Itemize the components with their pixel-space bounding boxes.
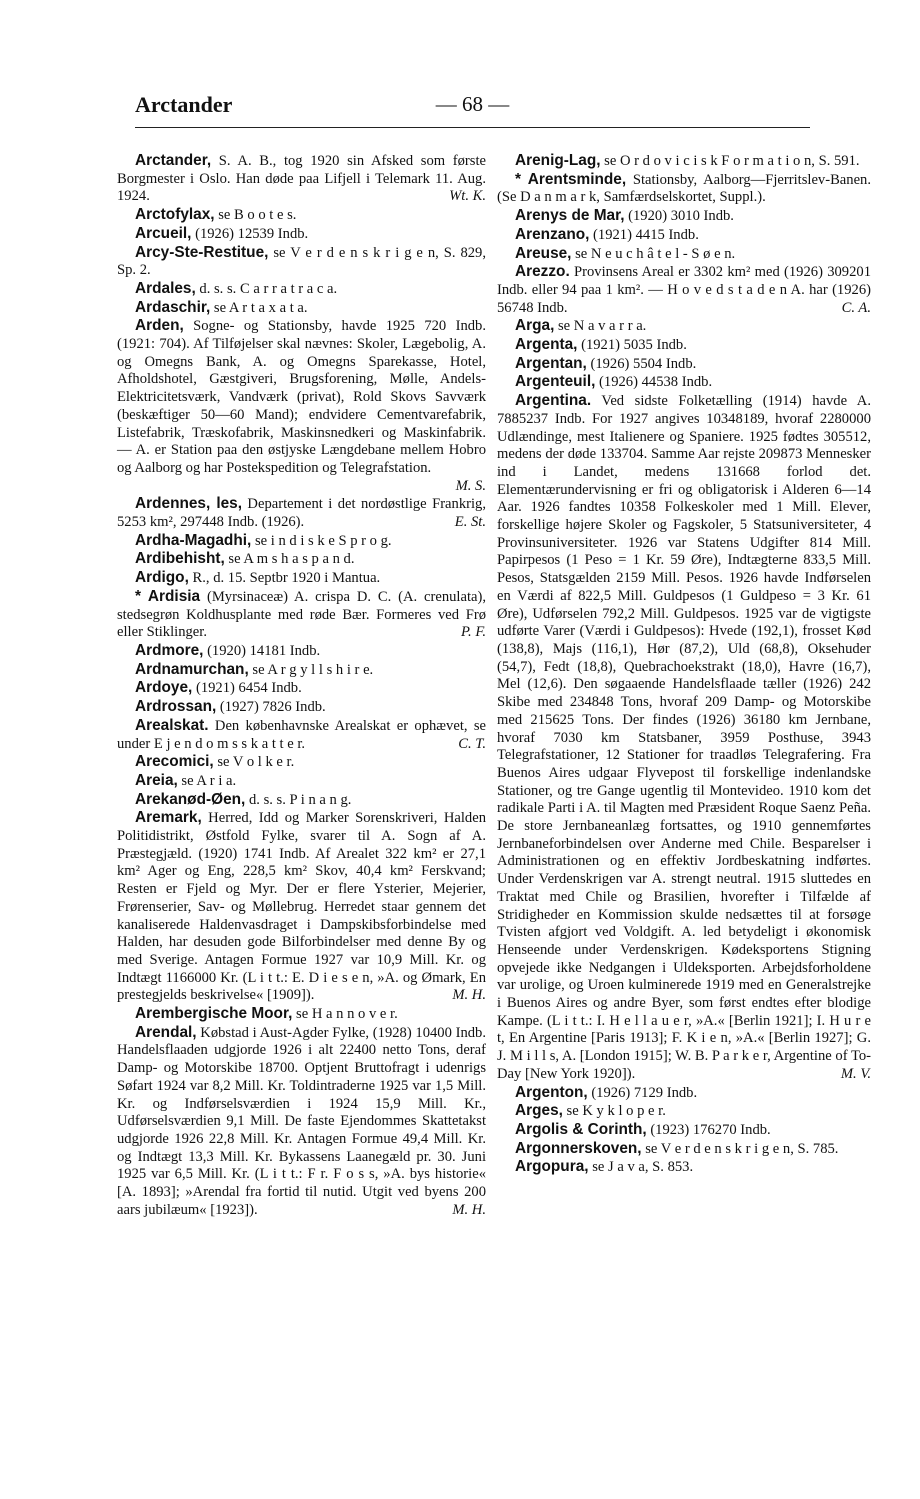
dictionary-entry: [117, 244, 486, 280]
dictionary-entry: [497, 392, 871, 1083]
entry-headword: Arctander,: [135, 152, 212, 169]
running-head: [135, 92, 810, 126]
entry-signature: C. A.: [841, 299, 871, 316]
entry-text: se i n d i s k e S p r o g.: [251, 532, 392, 549]
entry-headword: Arenzano,: [515, 225, 590, 243]
entry-text: se V e r d e n s k r i g e n, S. 829, Sp. 2.: [117, 244, 486, 279]
entry-headword: Arecomici,: [135, 753, 214, 771]
entry-headword: Ardnamurchan,: [135, 660, 249, 678]
entry-text: Ved sidste Folketælling (1914) havde A. 7885237 Indb. For 1927 angives 10348189, hvoraf 2280000 Udlændinge, mest Italienere og Spaniere. 1925 fødtes 305512, medens der døde 133704. Samme Aar rejste 209873 Mennesker ind i Landet, medens 131668 forlod det. Elementærundervisning er fri og obligatorisk i Alderen 6—14 Aar. 1926 fandtes 10358 Folkeskoler med 1 Mill. Elever, forskellige højere Skoler og Fagskoler, 5 Statsuniversiteter, 4 Provinsuniversiteter. 1926 var Statens Udgifter 814 Mill. Papirpesos (1 Peso = 1 Kr. 59 Øre), Indtægterne 833,5 Mill. Pesos, Statsgælden 2159 Mill. Pesos. 1926 havde Indførselen en Værdi af 822,5 Mill. Guldpesos (1 Guldpeso = 3 Kr. 61 Øre), Udførselen 792,2 Mill. Guldpesos. 1925 var de vigtigste udførte Varer (Værdi i Guldpesos): Hvede (192,1), frosset Kød (138,8), Majs (116,1), Hør (87,2), Uld (68,8), Oksehuder (54,7), Fedt (18,8), Quebrachoekstrakt (18,0), Havre (16,7), Mel (12,6). Den søgaaende Handelsflaade tæller (1926) 242 Skibe med 234848 Tons, hvoraf 209 Damp- og Motorskibe med 215625 Tons. Der findes (1926) 36180 km Jernbane, hvoraf 7030 km Statsbaner, 3959 Posthuse, 3943 Telegrafstationer, 12 Stationer for traadløs Telegrafering. Fra Buenos Aires udgaar Flyvepost til forskellige indenlandske Stationer, og tre Gange ugentlig til Montevideo. 1910 kom det radikale Parti i A. til Magten med Præsident Roque Saenz Peña. De store Jernbaneanlæg fortsattes, og 1910 gennemførtes Jernbaneforbindelsen over Anderne med Chile. Besparelser i Administrationen og en effektiv Jordbeskatning indførtes. Under Verdenskrigen var A. strengt neutral. 1915 sluttedes en Traktat med Chile og Brasilien, hvorefter i Tilfælde af Stridigheder en Kommission skulde nedsættes til at forsøge Tvisten afgjort ved Voldgift. A. led betydeligt i økonomisk Henseende under Verdenskrigen. Kødeksportens Stigning opvejede ikke Nedgangen i Uldeksporten. Arbejdsforholdene var urolige, og Uroen kulminerede 1919 med en Generalstrejke i Buenos Aires og andre Byer, som først endtes efter blodige Kampe. (L i t t.: I. H e l l a u e r, »A.« [Berlin 1921]; I. H u r e t, En Argentine [Paris 1913]; F. K i e n, »A.« [Berlin 1927]; G. J. M i l l s, A. [London 1915]; W. B. P a r k e r, Argentine of To-Day [New York 1920]).: [497, 393, 871, 1082]
entry-text: se A r g y l l s h i r e.: [248, 661, 374, 678]
entry-text: d. s. s. P i n a n g.: [245, 791, 352, 808]
entry-headword: Arezzo.: [515, 263, 570, 281]
dictionary-entry: [497, 1140, 871, 1159]
entry-text: (Myrsinaceæ) A. crispa D. C. (A. crenulata), stedsegrøn Koldhusplante med røde Bær. Formeres ved Frø eller Stiklinger.: [117, 588, 486, 641]
entry-signature: Wt. K.: [449, 188, 486, 205]
entry-headword: Argenta,: [515, 336, 578, 354]
entry-text: se V o l k e r.: [213, 754, 295, 771]
dictionary-entry: [497, 207, 871, 226]
entry-headword: Argenteuil,: [515, 373, 596, 391]
dictionary-entry: [497, 263, 871, 317]
entry-signature: M. H.: [452, 987, 486, 1004]
entry-text: (1926) 7129 Indb.: [587, 1084, 698, 1101]
entry-text: R., d. 15. Septbr 1920 i Mantua.: [188, 570, 381, 587]
entry-headword: Argopura,: [515, 1158, 589, 1176]
entry-headword: Ardibehisht,: [135, 550, 225, 568]
entry-text: se H a n n o v e r.: [292, 1006, 398, 1023]
entry-headword: Arcy-Ste-Restitue,: [135, 243, 269, 261]
dictionary-entry: [497, 1158, 871, 1177]
entry-headword: Arden,: [135, 317, 184, 335]
dictionary-entry: [497, 317, 871, 336]
entry-text: d. s. s. C a r r a t r a c a.: [195, 280, 338, 297]
entry-headword: Arctofylax,: [135, 206, 215, 224]
dictionary-entry: [117, 679, 486, 698]
entry-text: (1926) 5504 Indb.: [586, 355, 697, 372]
entry-headword: Ardoye,: [135, 679, 193, 697]
dictionary-entry: [117, 495, 486, 531]
entry-headword: Arges,: [515, 1102, 563, 1120]
dictionary-entry: [497, 355, 871, 374]
entry-headword: Ardennes, les,: [135, 495, 242, 513]
entry-text: Købstad i Aust-Agder Fylke, (1928) 10400 Indb. Handelsflaaden udgjorde 1926 i alt 22400 netto Tons, deraf Damp- og Motorskibe 18700. Optjent Bruttofragt i udenrigs Søfart 1924 var 8,2 Mill. Kr. Toldintraderne 1925 var 1,5 Mill. Kr. og Indførselsværdien i 1924 15,9 Mill. Kr., Udførselsværdien 9,1 Mill. De faste Ejendommes Skattetakst udgjorde 1926 22,8 Mill. Kr. Antagen Formue 49,4 Mill. Kr. og Indtægt 13,3 Mill. Kr. Bykassens Laanegæld pr. 30. Juni 1925 var 6,5 Mill. Kr. (L i t t.: F r. F o s s, »A. bys historie« [A. 1893]; »Arendal fra fortid til nutid. Utgit ved byens 200 aars jubilæum« [1923]).: [117, 1024, 486, 1218]
entry-text: (1921) 4415 Indb.: [589, 226, 699, 243]
entry-headword: Argentina.: [515, 392, 592, 410]
dictionary-entry: [117, 588, 486, 642]
entry-text: se N e u c h â t e l - S ø e n.: [571, 245, 736, 262]
entry-text: Herred, Idd og Marker Sorenskriveri, Halden Politidistrikt, Østfold Fylke, svarer til A. Sogn af A. Præstegjæld. (1920) 1741 Indb. Af Arealet 322 km² er 27,1 km² Ager og Eng, 228,5 km² Skov, 40,4 km² Ferskvand; Resten er Fjeld og Myr. Der er flere Ysterier, Mejerier, Frørenserier, Sav- og Møllebrug. Herredet staar gennem det kanaliserede Haldenvasdraget i Dampskibsforbindelse med Halden, har desuden gode Bilforbindelser med denne By og med Sverige. Antagen Formue 1927 var 10,9 Mill. Kr. og Indtægt 1166000 Kr. (L i t t.: E. D i e s e n, »A. og Ømark, En prestegjelds beskrivelse« [1909]).: [117, 810, 486, 1004]
running-head-title: Arctander: [135, 92, 233, 117]
page-number: — 68 —: [435, 92, 510, 116]
dictionary-entry: [117, 532, 486, 551]
entry-headword: Ardaschir,: [135, 298, 211, 316]
dictionary-entry: [117, 569, 486, 588]
dictionary-entry: [497, 152, 871, 171]
entry-text: se B o o t e s.: [214, 207, 297, 224]
entry-headword: Argonnerskoven,: [515, 1139, 642, 1157]
entry-text: (1923) 176270 Indb.: [646, 1121, 771, 1138]
entry-text: Departement i det nordøstlige Frankrig, 5253 km², 297448 Indb. (1926).: [117, 496, 486, 531]
entry-headword: Areuse,: [515, 244, 572, 262]
dictionary-entry: [497, 1121, 871, 1140]
dictionary-entry: [497, 245, 871, 264]
entry-text: (1927) 7826 Indb.: [216, 699, 326, 716]
dictionary-entry: [117, 661, 486, 680]
entry-text: Den københavnske Arealskat er ophævet, se under E j e n d o m s s k a t t e r.: [117, 717, 486, 752]
entry-headword: Ardrossan,: [135, 698, 217, 716]
dictionary-entry: [117, 642, 486, 661]
dictionary-entry: [497, 226, 871, 245]
entry-headword: * Arentsminde,: [515, 170, 627, 188]
dictionary-entry: [117, 772, 486, 791]
entry-text: se A r i a.: [177, 772, 237, 789]
right-column: [497, 152, 871, 1177]
dictionary-entry: [497, 336, 871, 355]
entry-signature: E. St.: [454, 514, 486, 531]
entry-headword: Ardales,: [135, 279, 196, 297]
entry-headword: Arekanød-Øen,: [135, 790, 246, 808]
entry-signature: C. T.: [458, 735, 486, 752]
entry-text: se O r d o v i c i s k F o r m a t i o n, S. 591.: [600, 153, 860, 169]
dictionary-entry: [117, 717, 486, 753]
entry-text: (1920) 3010 Indb.: [624, 208, 734, 225]
entry-text: se K y k l o p e r.: [562, 1103, 666, 1120]
entry-headword: Ardigo,: [135, 569, 189, 587]
entry-headword: Argolis & Corinth,: [515, 1120, 647, 1138]
entry-headword: Arealskat.: [135, 716, 209, 734]
entry-text: (1921) 5035 Indb.: [577, 337, 687, 354]
entry-signature: M. V.: [840, 1065, 871, 1082]
left-column: [117, 152, 486, 1219]
dictionary-entry: [117, 791, 486, 810]
dictionary-entry: [497, 171, 871, 207]
entry-text: (1926) 12539 Indb.: [191, 225, 309, 242]
entry-text: se A r t a x a t a.: [210, 299, 308, 316]
entry-signature: M. S.: [455, 477, 486, 494]
dictionary-entry: [117, 299, 486, 318]
entry-headword: Areia,: [135, 771, 178, 789]
entry-headword: Arendal,: [135, 1023, 197, 1041]
header-rule: [135, 127, 810, 128]
entry-headword: Arga,: [515, 317, 555, 335]
dictionary-entry: [117, 1005, 486, 1024]
entry-text: Provinsens Areal er 3302 km² med (1926) 309201 Indb. eller 94 paa 1 km². — H o v e d s t a d e n A. har (1926) 56748 Indb.: [497, 264, 871, 316]
entry-headword: Argentan,: [515, 354, 587, 372]
dictionary-entry: [117, 225, 486, 244]
entry-text: (1920) 14181 Indb.: [203, 642, 321, 659]
entry-headword: Argenton,: [515, 1083, 588, 1101]
dictionary-entry: [497, 1084, 871, 1103]
dictionary-entry: [117, 809, 486, 1005]
dictionary-entry: [497, 373, 871, 392]
dictionary-entry: [117, 550, 486, 569]
dictionary-entry: [117, 698, 486, 717]
entry-headword: Ardha-Magadhi,: [135, 531, 252, 549]
dictionary-entry: [117, 753, 486, 772]
entry-headword: Arenys de Mar,: [515, 207, 625, 225]
entry-headword: * Ardisia: [135, 587, 201, 605]
entry-text: se N a v a r r a.: [554, 318, 647, 335]
entry-signature: P. F.: [460, 624, 486, 641]
dictionary-entry: [497, 1102, 871, 1121]
entry-headword: Ardmore,: [135, 641, 204, 659]
entry-text: S. A. B., tog 1920 sin Afsked som første Borgmester i Oslo. Han døde paa Lifjell i Telemark 11. Aug. 1924.: [117, 153, 486, 205]
entry-signature: M. H.: [452, 1201, 486, 1218]
entry-headword: Arembergische Moor,: [135, 1005, 293, 1023]
entry-text: Sogne- og Stationsby, havde 1925 720 Indb. (1921: 704). Af Tilføjelser skal nævnes: Skoler, Lægebolig, A. og Omegns Bank, A. og Omegns Sparekasse, Hotel, Afholdshotel, Gæstgiveri, Brugsforening, Mølle, Andels-Elektricitetsværk, Vandværk (privat), Rold Skovs Savværk (beskæftiger 50—60 Mand); endvidere Cementvarefabrik, Listefabrik, Træskofabrik, Maskinsnedkeri og Maskinfabrik. — A. er Station paa den østjyske Længdebane mellem Hobro og Aalborg og har Postekspedition og Telegrafstation.: [117, 318, 486, 476]
entry-headword: Arenig-Lag,: [515, 152, 601, 169]
dictionary-entry: [117, 152, 486, 206]
dictionary-entry: [117, 280, 486, 299]
entry-headword: Arcueil,: [135, 224, 192, 242]
dictionary-entry: [117, 206, 486, 225]
entry-text: (1921) 6454 Indb.: [192, 680, 302, 697]
dictionary-entry: [117, 317, 486, 495]
entry-text: Stationsby, Aalborg—Fjerritslev-Banen. (Se D a n m a r k, Samfærdselskortet, Suppl.).: [497, 171, 872, 206]
entry-text: se A m s h a s p a n d.: [224, 551, 355, 568]
entry-text: se J a v a, S. 853.: [588, 1159, 694, 1176]
entry-text: (1926) 44538 Indb.: [595, 374, 713, 391]
entry-text: se V e r d e n s k r i g e n, S. 785.: [641, 1140, 839, 1157]
dictionary-entry: [117, 1024, 486, 1220]
entry-headword: Aremark,: [135, 809, 202, 827]
